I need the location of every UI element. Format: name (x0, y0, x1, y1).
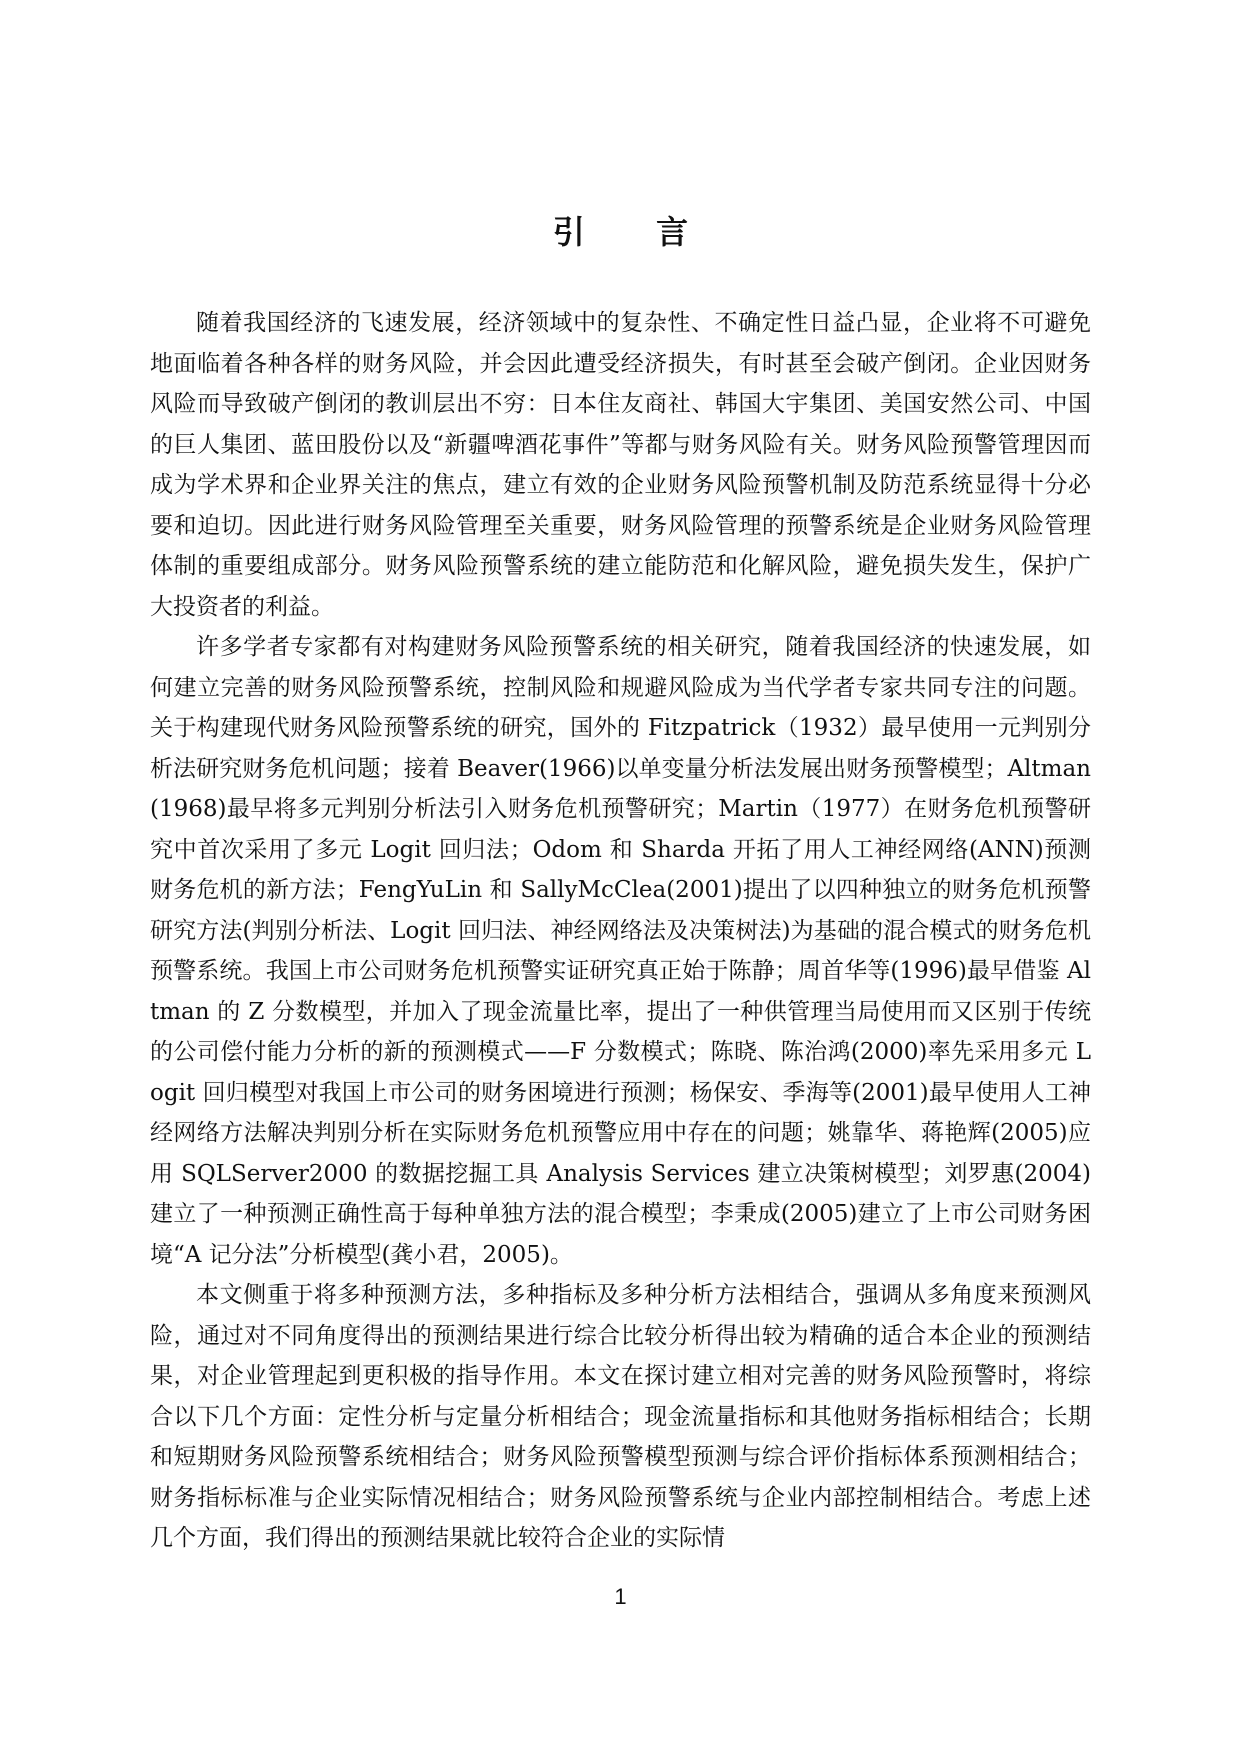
page-number: 1 (614, 1584, 627, 1609)
body-text (150, 303, 1091, 1559)
paragraph-3: 本文侧重于将多种预测方法，多种指标及多种分析方法相结合，强调从多角度来预测风险，通过对不同角度得出的预测结果进行综合比较分析得出较为精确的适合本企业的预测结果，对企业管理起到更积极的指导作用。本文在探讨建立相对完善的财务风险预警时，将综合以下几个方面：定性分析与定量分析相结合；现金流量指标和其他财务指标相结合；长期和短期财务风险预警系统相结合；财务风险预警模型预测与综合评价指标体系预测相结合；财务指标标准与企业实际情况相结合；财务风险预警系统与企业内部控制相结合。考虑上述几个方面，我们得出的预测结果就比较符合企业的实际情 (150, 1282, 1091, 1551)
paragraph-1: 随着我国经济的飞速发展，经济领域中的复杂性、不确定性日益凸显，企业将不可避免地面临着各种各样的财务风险，并会因此遭受经济损失，有时甚至会破产倒闭。企业因财务风险而导致破产倒闭的教训层出不穷：日本住友商社、韩国大宇集团、美国安然公司、中国的巨人集团、蓝田股份以及“新疆啤酒花事件”等都与财务风险有关。财务风险预警管理因而成为学术界和企业界关注的焦点，建立有效的企业财务风险预警机制及防范系统显得十分必要和迫切。因此进行财务风险管理至关重要，财务风险管理的预警系统是企业财务风险管理体制的重要组成部分。财务风险预警系统的建立能防范和化解风险，避免损失发生，保护广大投资者的利益。 (150, 310, 1091, 620)
paragraph-2: 许多学者专家都有对构建财务风险预警系统的相关研究，随着我国经济的快速发展，如何建立完善的财务风险预警系统，控制风险和规避风险成为当代学者专家共同专注的问题。关于构建现代财务风险预警系统的研究，国外的 Fitzpatrick（1932）最早使用一元判别分析法研究财务危机问题；接着 Beaver(1966)以单变量分析法发展出财务预警模型；Altman(1968)最早将多元判别分析法引入财务危机预警研究；Martin（1977）在财务危机预警研究中首次采用了多元 Logit 回归法；Odom 和 Sharda 开拓了用人工神经网络(ANN)预测财务危机的新方法；FengYuLin 和 SallyMcClea(2001)提出了以四种独立的财务危机预警研究方法(判别分析法、Logit 回归法、神经网络法及决策树法)为基础的混合模式的财务危机预警系统。我国上市公司财务危机预警实证研究真正始于陈静；周首华等(1996)最早借鉴 Altman 的 Z 分数模型，并加入了现金流量比率，提出了一种供管理当局使用而又区别于传统的公司偿付能力分析的新的预测模式——F 分数模式；陈晓、陈治鸿(2000)率先采用多元 Logit 回归模型对我国上市公司的财务困境进行预测；杨保安、季海等(2001)最早使用人工神经网络方法解决判别分析在实际财务危机预警应用中存在的问题；姚靠华、蒋艳辉(2005)应用 SQLServer2000 的数据挖掘工具 Analysis Services 建立决策树模型；刘罗惠(2004)建立了一种预测正确性高于每种单独方法的混合模型；李秉成(2005)建立了上市公司财务困境“A 记分法”分析模型(龚小君，2005)。 (150, 634, 1091, 1268)
page-title: 引 言 (552, 213, 719, 251)
